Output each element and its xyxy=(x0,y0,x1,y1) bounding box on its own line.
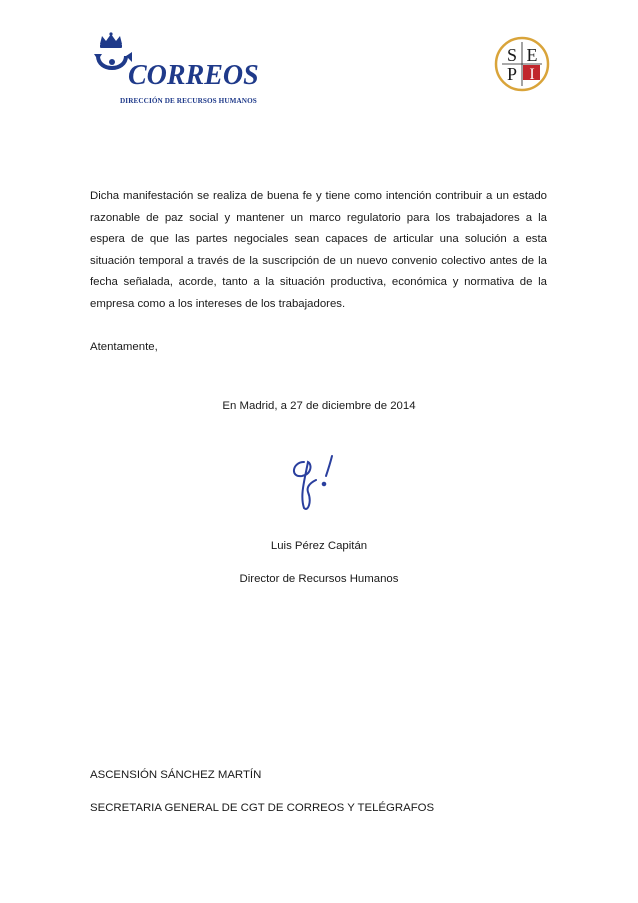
sepi-letter-i: I xyxy=(529,66,535,83)
sepi-letter-s: S xyxy=(506,45,518,65)
sepi-letter-e: E xyxy=(526,45,538,65)
recipient-name: ASCENSIÓN SÁNCHEZ MARTÍN xyxy=(90,769,262,781)
recipient-title: SECRETARIA GENERAL DE CGT DE CORREOS Y TELÉGRAFOS xyxy=(90,802,435,814)
signer-name: Luis Pérez Capitán xyxy=(270,540,368,552)
place-date: En Madrid, a 27 de diciembre de 2014 xyxy=(222,400,416,412)
correos-logo xyxy=(92,32,262,94)
department-label: DIRECCIÓN DE RECURSOS HUMANOS xyxy=(120,97,257,105)
signer-title: Director de Recursos Humanos xyxy=(239,573,399,585)
closing-salutation: Atentamente, xyxy=(90,341,158,353)
correos-wordmark: CORREOS xyxy=(128,60,259,91)
sepi-logo xyxy=(494,36,550,92)
sepi-letter-p: P xyxy=(506,64,518,84)
body-paragraph: Dicha manifestación se realiza de buena fe y tiene como intención contribuir a un estado razonable de paz social y mantener un marco regulatorio para los trabajadores a la espera de que las partes negociales sean capaces de articular una solución a esta situación temporal a través de la suscripción de un nuevo convenio colectivo antes de la fecha señalada, acorde, tanto a la situación productiva, económica y normativa de la empresa como a los intereses de los trabajadores. xyxy=(90,190,547,310)
signature xyxy=(282,452,364,514)
